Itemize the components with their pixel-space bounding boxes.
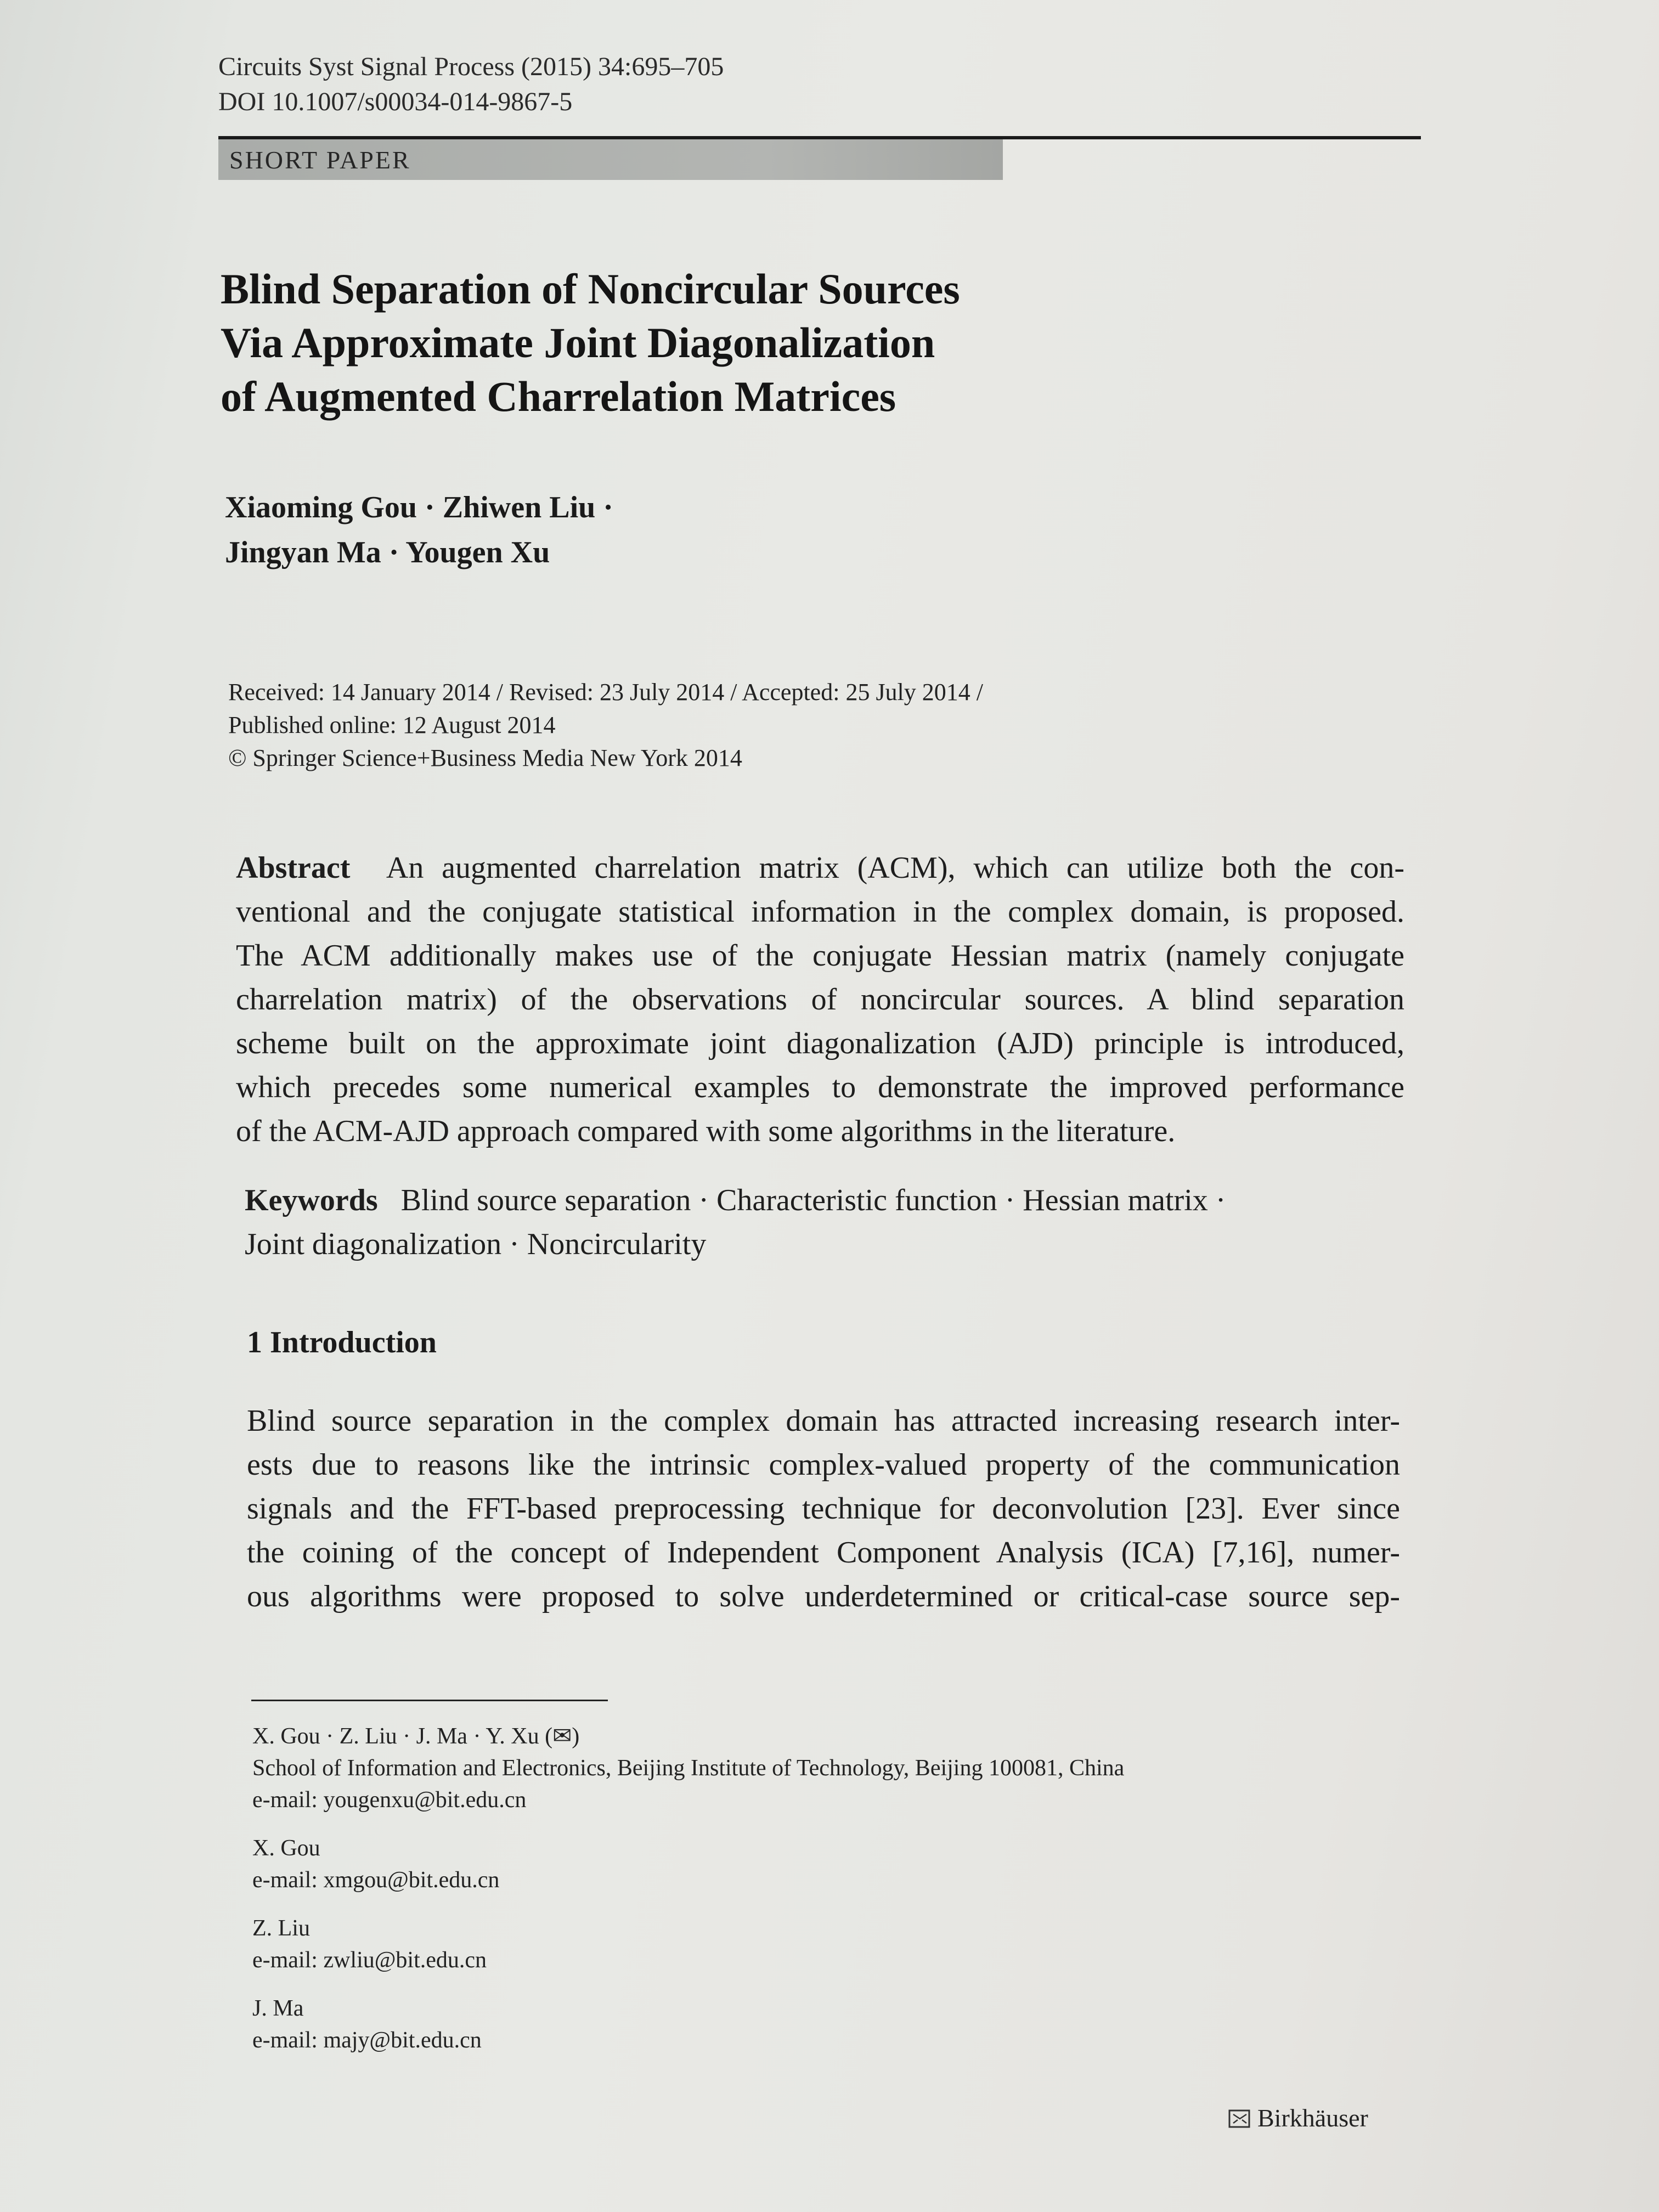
article-type-label: SHORT PAPER [229, 146, 411, 174]
abstract-text: An augmented charrelation matrix (ACM), which can utilize both the con- [386, 851, 1405, 885]
keywords-label: Keywords [245, 1183, 378, 1217]
footnote-author-name: Z. Liu [252, 1916, 310, 1941]
intro-line: the coining of the concept of Independent Component Analysis (ICA) [7,16], numer- [247, 1536, 1400, 1570]
title-line: of Augmented Charrelation Matrices [221, 373, 896, 420]
footnote-email: e-mail: zwliu@bit.edu.cn [252, 1948, 487, 1973]
footnote-author-name: J. Ma [252, 1996, 304, 2021]
publication-dates [228, 676, 983, 775]
footnote-block [252, 1912, 1124, 1976]
abstract [236, 846, 1404, 1153]
footnote-rule [251, 1700, 608, 1701]
footnote-block [252, 1832, 1124, 1896]
footnote-block [252, 1720, 1124, 1816]
publisher-name: Birkhäuser [1257, 2104, 1368, 2132]
publisher-mark [1228, 2102, 1368, 2134]
keywords-text: Blind source separation · Characteristic function · Hessian matrix · [400, 1183, 1226, 1217]
footnote-block [252, 1993, 1124, 2056]
paper-title [221, 262, 960, 424]
abstract-line: of the ACM-AJD approach compared with some algorithms in the literature. [236, 1114, 1176, 1148]
birkhauser-logo-icon [1228, 2108, 1252, 2130]
section-heading: 1 Introduction [247, 1325, 437, 1359]
abstract-line: charrelation matrix) of the observations of noncircular sources. A blind separation [236, 983, 1404, 1017]
title-line: Via Approximate Joint Diagonalization [221, 319, 935, 366]
footnote-email: e-mail: majy@bit.edu.cn [252, 2028, 482, 2053]
author-footnotes [252, 1720, 1124, 2073]
abstract-label: Abstract [236, 851, 351, 885]
footnote-author-name: X. Gou [252, 1836, 320, 1861]
author-list [225, 485, 613, 575]
article-type-banner [218, 139, 1003, 180]
copyright-line: © Springer Science+Business Media New York 2014 [228, 744, 742, 771]
abstract-line: which precedes some numerical examples to demonstrate the improved performance [236, 1070, 1404, 1104]
intro-line: Blind source separation in the complex domain has attracted increasing research inter- [247, 1404, 1400, 1438]
footnote-affiliation: School of Information and Electronics, Beijing Institute of Technology, Beijing 100081, China [252, 1756, 1125, 1781]
footnote-email: e-mail: yougenxu@bit.edu.cn [252, 1787, 527, 1813]
title-line: Blind Separation of Noncircular Sources [221, 265, 960, 313]
keywords [245, 1178, 1408, 1266]
footnote-authors: X. Gou · Z. Liu · J. Ma · Y. Xu (✉) [252, 1724, 580, 1749]
received-line: Received: 14 January 2014 / Revised: 23 July 2014 / Accepted: 25 July 2014 / [228, 679, 984, 706]
introduction-text [247, 1399, 1400, 1618]
abstract-line: scheme built on the approximate joint diagonalization (AJD) principle is introduced, [236, 1026, 1404, 1060]
abstract-line: The ACM additionally makes use of the conjugate Hessian matrix (namely conjugate [236, 939, 1404, 973]
abstract-line: ventional and the conjugate statistical information in the complex domain, is proposed. [236, 895, 1404, 929]
doi: DOI 10.1007/s00034-014-9867-5 [218, 87, 573, 116]
author-line: Xiaoming Gou · Zhiwen Liu · [225, 490, 613, 524]
journal-citation: Circuits Syst Signal Process (2015) 34:695–705 [218, 52, 724, 81]
intro-line: ests due to reasons like the intrinsic complex-valued property of the communication [247, 1448, 1400, 1482]
keywords-line: Joint diagonalization · Noncircularity [245, 1227, 707, 1261]
footnote-email: e-mail: xmgou@bit.edu.cn [252, 1867, 500, 1893]
intro-line: ous algorithms were proposed to solve underdetermined or critical-case source sep- [247, 1579, 1400, 1613]
intro-line: signals and the FFT-based preprocessing technique for deconvolution [23]. Ever since [247, 1492, 1400, 1526]
author-line: Jingyan Ma · Yougen Xu [225, 535, 550, 569]
published-line: Published online: 12 August 2014 [228, 712, 556, 738]
